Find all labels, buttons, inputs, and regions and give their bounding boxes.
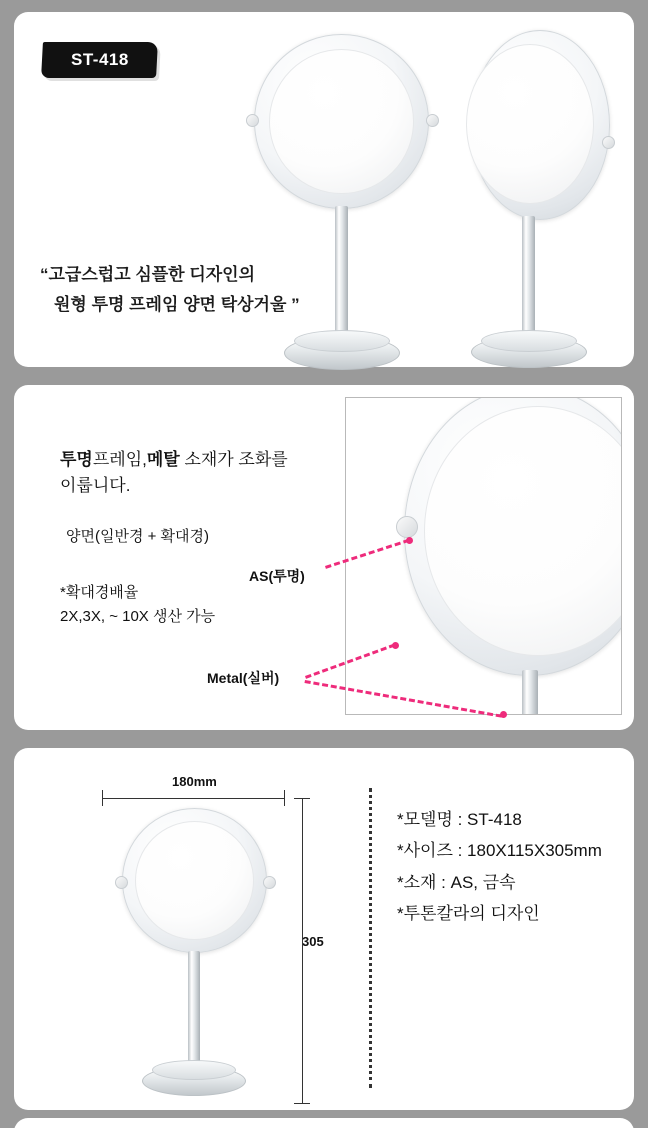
spec-divider bbox=[369, 788, 372, 1088]
closeup-photo bbox=[345, 397, 622, 715]
closeup-pivot bbox=[396, 516, 418, 538]
dim-mirror-stem bbox=[188, 951, 200, 1071]
mirror-glass-side bbox=[466, 44, 594, 204]
materials-title-thin-2: 소재가 조화를 bbox=[179, 450, 288, 469]
model-badge-label: ST-418 bbox=[70, 50, 129, 69]
materials-title-thin-1: 프레임, bbox=[92, 450, 147, 469]
callout-metal-endpoint-upper bbox=[392, 642, 399, 649]
footer-card bbox=[14, 1118, 634, 1128]
model-badge bbox=[41, 42, 158, 78]
width-tick-left bbox=[102, 790, 103, 806]
mirror-pivot-right bbox=[426, 114, 439, 127]
mirror-base-top bbox=[294, 330, 390, 352]
mirror-pivot-left bbox=[246, 114, 259, 127]
callout-metal-endpoint-lower bbox=[500, 711, 507, 718]
dim-mirror-glass bbox=[135, 821, 254, 940]
magnification-note bbox=[60, 581, 215, 629]
mirror-pivot-side bbox=[602, 136, 615, 149]
mirror-base-top-side bbox=[481, 330, 577, 352]
materials-title-line-2: 이룹니다. bbox=[60, 475, 131, 495]
magnification-note-line-2: 2X,3X, ~ 10X 생산 가능 bbox=[60, 608, 216, 625]
width-dimension-label: 180mm bbox=[172, 774, 217, 789]
closeup-mirror bbox=[346, 398, 622, 715]
materials-title bbox=[60, 447, 335, 498]
materials-title-bold-2: 메탈 bbox=[146, 450, 180, 469]
tagline-line-2: 원형 투명 프레임 양면 탁상거울 ” bbox=[54, 294, 300, 314]
spec-item-model: *모델명 : ST-418 bbox=[397, 810, 522, 829]
closeup-stem bbox=[522, 670, 538, 715]
height-dimension-line bbox=[302, 798, 303, 1103]
spec-list bbox=[397, 804, 602, 930]
tagline-line-1: “고급스럽고 심플한 디자인의 bbox=[40, 265, 256, 284]
spec-item-size: *사이즈 : 180X115X305mm bbox=[397, 841, 602, 861]
mirror-stem-side bbox=[522, 216, 535, 346]
dim-mirror-base-top bbox=[152, 1060, 236, 1080]
height-tick-bottom bbox=[294, 1103, 310, 1104]
materials-title-bold-1: 투명 bbox=[60, 450, 93, 469]
callout-as-endpoint bbox=[406, 537, 413, 544]
product-side-image bbox=[444, 24, 619, 374]
spec-item-design: *투톤칼라의 디자인 bbox=[397, 904, 540, 924]
callout-metal-label: Metal(실버) bbox=[207, 670, 280, 686]
mirror-glass bbox=[269, 49, 414, 194]
double-sided-note: 양면(일반경 + 확대경) bbox=[66, 528, 210, 545]
dimension-product-image bbox=[114, 808, 274, 1108]
materials-card bbox=[14, 385, 634, 730]
callout-as-label: AS(투명) bbox=[249, 568, 305, 584]
spec-item-material: *소재 : AS, 금속 bbox=[397, 872, 516, 892]
dim-mirror-pivot-right bbox=[263, 876, 276, 889]
height-tick-top bbox=[294, 798, 310, 799]
height-dimension-label: 305 bbox=[302, 934, 324, 949]
width-tick-right bbox=[284, 790, 285, 806]
dim-mirror-pivot-left bbox=[115, 876, 128, 889]
magnification-note-line-1: *확대경배율 bbox=[60, 584, 139, 601]
spec-card bbox=[14, 748, 634, 1110]
hero-card bbox=[14, 12, 634, 367]
hero-tagline bbox=[40, 260, 370, 320]
width-dimension-line bbox=[102, 798, 284, 799]
product-front-image bbox=[242, 30, 442, 375]
